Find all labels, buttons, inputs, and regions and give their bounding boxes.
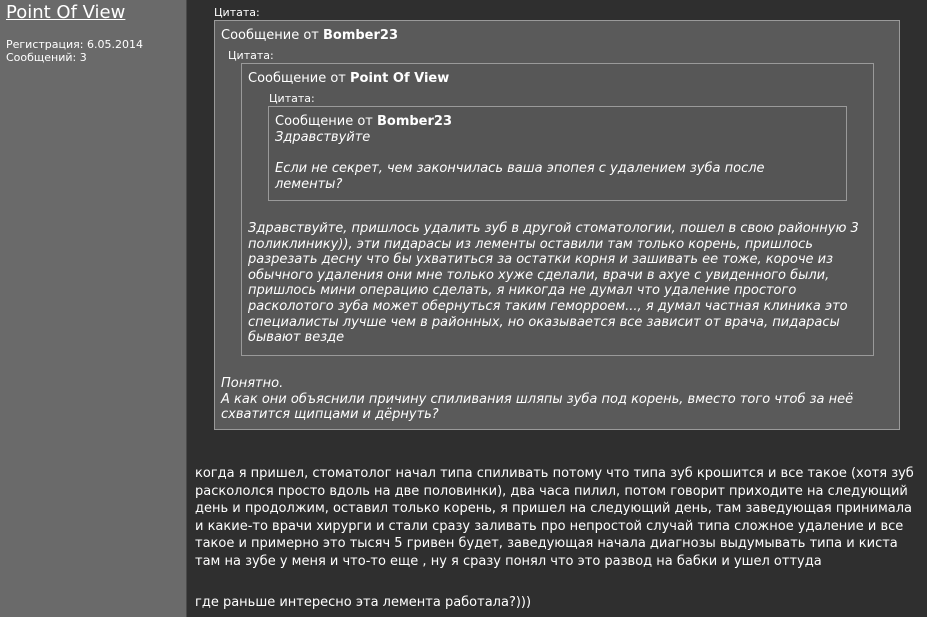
quote-3-label: Цитата: (269, 92, 315, 105)
quote-3-author: Bomber23 (376, 114, 452, 129)
quote-3-box (268, 106, 847, 201)
quote-1-header (221, 28, 398, 43)
post-final-line: где раньше интересно эта лемента работала?))) (195, 595, 532, 610)
author-registration: Регистрация: 6.05.2014 (6, 38, 143, 51)
quote-1-label: Цитата: (214, 6, 260, 19)
quote-2-box (241, 63, 874, 356)
quote-1-text: Понятно. А как они объяснили причину спиливания шляпы зуба под корень, вместо того чтоб за неё схватится щипцами и дёрнуть? (221, 376, 854, 423)
author-username-link[interactable]: Point Of View (6, 2, 126, 23)
quote-2-label: Цитата: (228, 49, 274, 62)
post-body-text: когда я пришел, стоматолог начал типа спиливать потому что типа зуб крошится и все такое (хотя зуб раскололся просто вдоль на две половинки), два часа пилил, потом говорит приходите на следующий день и продолжим, оставил только корень, я пришел на следующий день, там заведующая принимала и какие-то врачи хирурги и стали сразу заливать про непростой случай типа сложное удаление и все такое и примерно это тысяч 5 гривен будет, заведующая начала диагнозы выдумывать типа и киста там на зубе у меня и что-то еще , ну я сразу понял что это развод на бабки и ушел оттуда (195, 466, 914, 569)
author-sidebar (0, 0, 187, 617)
quote-2-prefix: Сообщение от (248, 71, 350, 86)
quote-2-author: Point Of View (349, 71, 450, 86)
quote-2-header (248, 71, 449, 86)
quote-3-text: Здравствуйте Если не секрет, чем закончилась ваша эпопея с удалением зуба после лементы? (275, 130, 765, 192)
quote-3-header (275, 114, 452, 129)
author-meta (6, 38, 143, 64)
quote-1-author: Bomber23 (322, 28, 398, 43)
quote-3-prefix: Сообщение от (275, 114, 377, 129)
quote-2-text: Здравствуйте, пришлось удалить зуб в другой стоматологии, пошел в свою районную 3 поликлинику)), эти пидарасы из лементы оставили там только корень, пришлось разрезать десну что бы ухватиться за остатки корня и зашивать ее тоже, короче из обычного удаления они мне только хуже сделали, врачи в ахуе с увиденного были, пришлось мини операцию сделать, я никогда не думал что удаление простого расколотого зуба может обернуться таким геморроем..., я думал частная клиника это специалисты лучше чем в районных, но оказывается все зависит от врача, пидарасы бывают везде (248, 221, 859, 346)
quote-1-prefix: Сообщение от (221, 28, 323, 43)
quote-1-box (214, 20, 900, 430)
author-posts-count: Сообщений: 3 (6, 51, 87, 64)
